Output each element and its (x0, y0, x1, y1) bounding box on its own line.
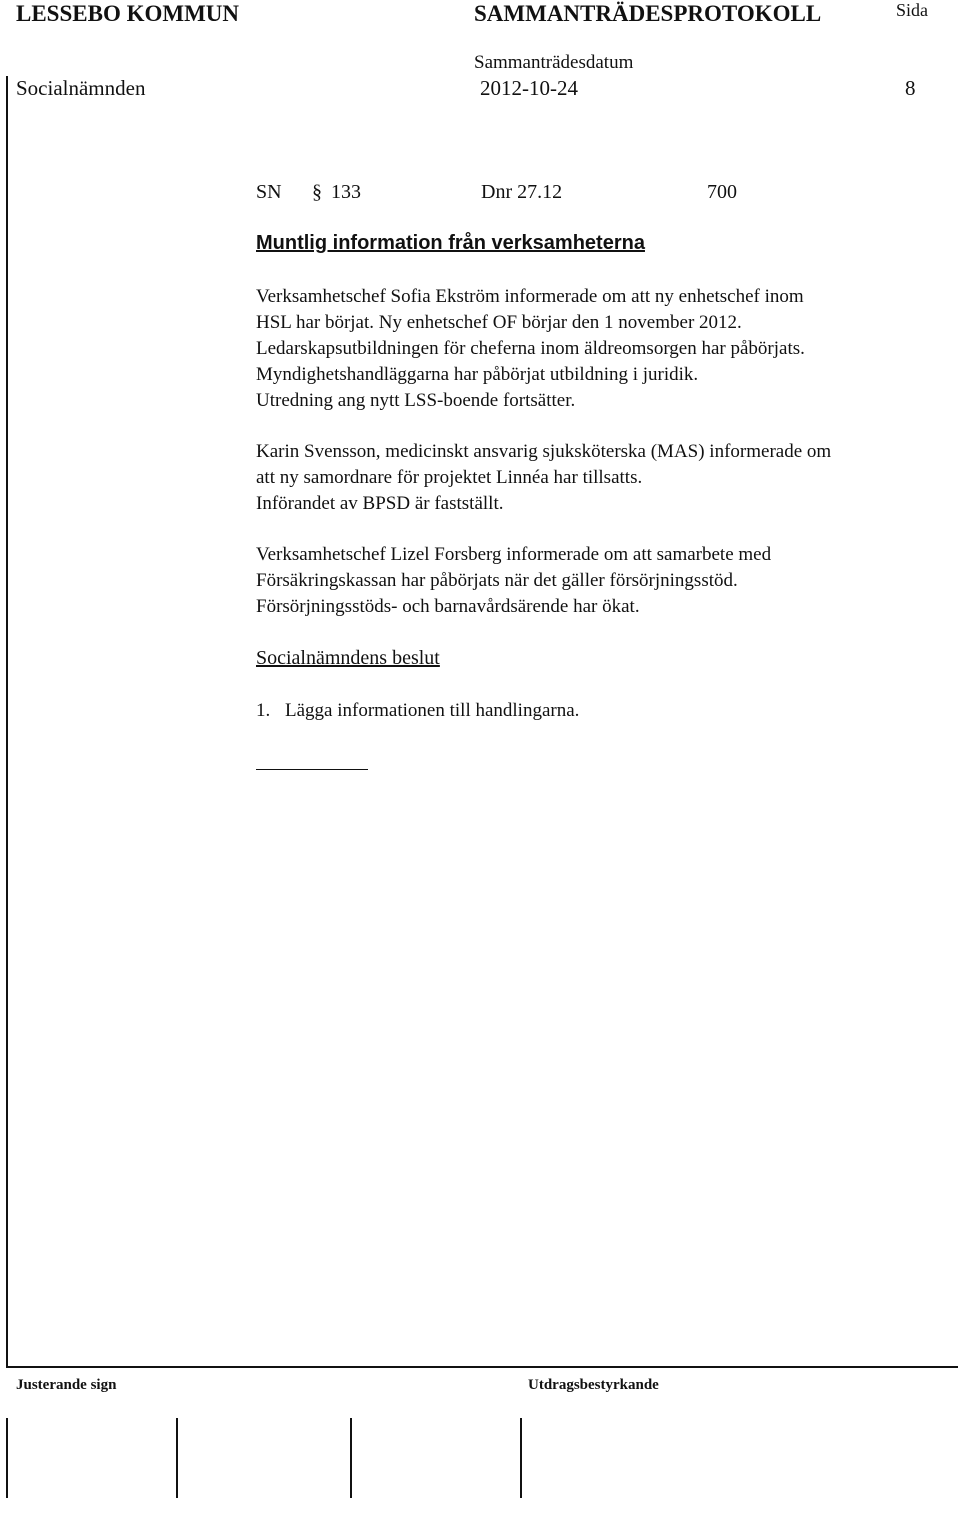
doc-type: SAMMANTRÄDESPROTOKOLL (474, 1, 822, 26)
signature-label: Justerande sign (16, 1377, 117, 1393)
case-code: 700 (707, 181, 737, 203)
certification-label: Utdragsbestyrkande (528, 1377, 659, 1393)
case-dnr: Dnr 27.12 (481, 181, 563, 203)
decision-item-number: 1. (256, 700, 271, 721)
paragraph-line: Försörjningsstöds- och barnavårdsärende har ökat. (256, 596, 640, 617)
meeting-date: 2012-10-24 (480, 76, 578, 100)
separator-line (256, 769, 368, 770)
committee-name: Socialnämnden (16, 76, 146, 100)
paragraph-line: Karin Svensson, medicinskt ansvarig sjuksköterska (MAS) informerade om (256, 441, 832, 462)
paragraph-3 (256, 542, 771, 620)
paragraph-line: Ledarskapsutbildningen för cheferna inom äldreomsorgen har påbörjats. (256, 338, 805, 359)
case-paragraph-icon: § (312, 181, 322, 203)
signature-box-divider (350, 1418, 352, 1498)
footer-rule (6, 1366, 958, 1368)
page-number: 8 (905, 76, 916, 100)
date-label: Sammanträdesdatum (474, 52, 634, 73)
paragraph-line: Verksamhetschef Lizel Forsberg informerade om att samarbete med (256, 544, 772, 565)
left-margin-rule (6, 76, 8, 1366)
paragraph-line: HSL har börjat. Ny enhetschef OF börjar den 1 november 2012. (256, 312, 742, 333)
decision-heading: Socialnämndens beslut (256, 647, 440, 669)
paragraph-line: Verksamhetschef Sofia Ekström informerade om att ny enhetschef inom (256, 286, 804, 307)
org-name: LESSEBO KOMMUN (16, 1, 240, 26)
paragraph-2 (256, 439, 831, 517)
paragraph-1 (256, 284, 805, 414)
case-sn: SN (256, 181, 282, 203)
paragraph-line: Myndighetshandläggarna har påbörjat utbildning i juridik. (256, 364, 699, 385)
paragraph-line: att ny samordnare för projektet Linnéa har tillsatts. (256, 467, 643, 488)
section-title: Muntlig information från verksamheterna (256, 232, 645, 254)
paragraph-line: Försäkringskassan har påbörjats när det gäller försörjningsstöd. (256, 570, 738, 591)
paragraph-line: Utredning ang nytt LSS-boende fortsätter. (256, 390, 576, 411)
signature-box-divider (520, 1418, 522, 1498)
decision-item-text: Lägga informationen till handlingarna. (285, 700, 580, 721)
signature-box-divider (176, 1418, 178, 1498)
page-label: Sida (896, 0, 929, 20)
decision-item (256, 698, 579, 724)
case-number: 133 (331, 181, 361, 203)
paragraph-line: Införandet av BPSD är fastställt. (256, 493, 504, 514)
signature-box-divider (6, 1418, 8, 1498)
